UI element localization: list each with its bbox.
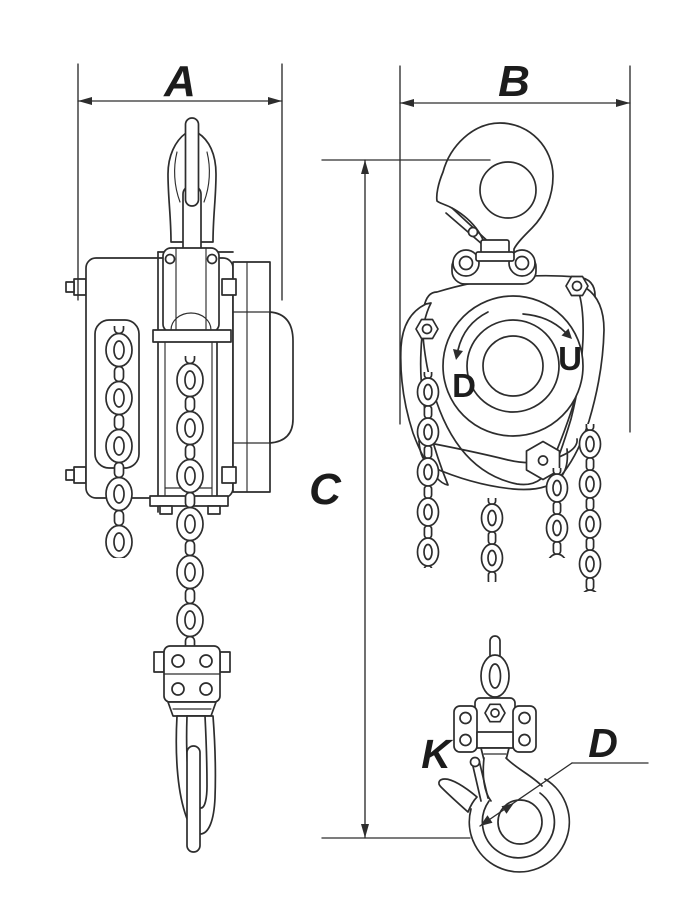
side-bottom-hook-assembly: [154, 646, 230, 852]
side-hand-chain: [104, 326, 134, 558]
hand-chain-strand-right: [578, 424, 602, 592]
side-view: [66, 118, 293, 852]
front-top-hook: [437, 123, 553, 261]
bottom-hook-tip: [439, 779, 477, 812]
dimension-d-label: D: [588, 720, 618, 766]
cover-letter-down: D: [452, 367, 476, 404]
cover-letter-up: U: [558, 340, 582, 377]
side-load-chain: [175, 356, 205, 648]
load-chain-strand: [480, 498, 504, 582]
dimension-c-label: C: [309, 465, 341, 514]
chain-strand-mid-right: [545, 468, 569, 558]
front-bottom-hook-assembly: [439, 636, 569, 872]
hook-label-k: K: [421, 731, 451, 777]
hand-chain-strand-left: [416, 372, 440, 568]
dimension-a-label: A: [164, 57, 196, 106]
label-k: [421, 731, 454, 777]
dimension-b-label: B: [498, 57, 530, 106]
